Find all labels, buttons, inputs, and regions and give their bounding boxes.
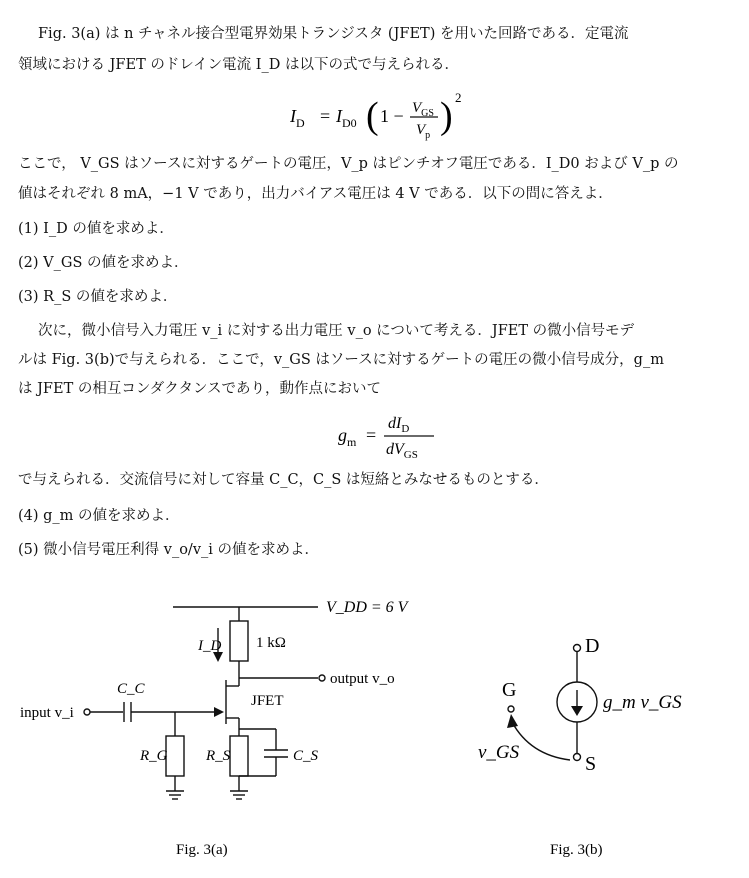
eq1-one-minus: 1 − xyxy=(380,106,404,126)
r1-label: 1 kΩ xyxy=(256,635,286,651)
small-signal-line-3: は JFET の相互コンダクタンスであり，動作点において xyxy=(18,381,382,397)
eq1-den: V xyxy=(416,122,426,138)
eq1-num-sub: GS xyxy=(421,108,434,119)
cc-label: C_C xyxy=(117,681,145,697)
desc-line-1: ここで， V_GS はソースに対するゲートの電圧，V_p はピンチオフ電圧である．I_D0 および V_p の xyxy=(18,156,679,172)
eq1-equals: = xyxy=(320,106,331,126)
svg-text:ID xyxy=(290,106,305,130)
eq1-num: V xyxy=(412,100,422,116)
figure-3a-circuit xyxy=(0,590,460,878)
eq2-den: dV xyxy=(386,441,404,458)
fig-3a-caption: Fig. 3(a) xyxy=(176,842,228,858)
eq1-rhs: I xyxy=(336,106,342,126)
desc-line-2: 値はそれぞれ 8 mA，−1 V であり，出力バイアス電圧は 4 V である．以下の問に答えよ． xyxy=(18,186,613,202)
vdd-label: V_DD = 6 V xyxy=(326,599,408,616)
fig-3b-caption: Fig. 3(b) xyxy=(550,842,603,858)
eq2-den-sub: GS xyxy=(403,449,418,461)
small-signal-line-2: ルは Fig. 3(b)で与えられる．ここで，v_GS はソースに対するゲートの電圧の微小信号成分，g_m xyxy=(18,352,664,368)
id-label: I_D xyxy=(198,638,222,654)
question-5: (5) 微小信号電圧利得 v_o/v_i の値を求めよ． xyxy=(18,542,320,558)
svg-text:gm xyxy=(338,425,357,449)
svg-text:dID xyxy=(388,415,409,435)
rg-label: R_G xyxy=(140,748,168,764)
output-label: output v_o xyxy=(330,671,395,687)
intro-line-2: 領域における JFET のドレイン電流 I_D は以下の式で与えられる． xyxy=(18,57,459,73)
svg-text:Vp xyxy=(416,122,430,141)
equation-transconductance xyxy=(338,408,448,464)
question-3: (3) R_S の値を求めよ． xyxy=(18,289,178,305)
eq2-num-sub: D xyxy=(401,423,410,435)
small-signal-line-1: 次に，微小信号入力電圧 v_i に対する出力電圧 v_o について考える．JFET の微小信号モデ xyxy=(38,323,635,339)
figure-3b-model xyxy=(460,590,749,878)
eq2-equals: = xyxy=(366,425,377,445)
svg-text:dVGS xyxy=(386,441,418,461)
after-eq2: で与えられる．交流信号に対して容量 C_C，C_S は短絡とみなせるものとする． xyxy=(18,472,549,488)
question-4: (4) g_m の値を求めよ． xyxy=(18,508,180,524)
question-1: (1) I_D の値を求めよ． xyxy=(18,221,174,237)
cs-label: C_S xyxy=(293,748,319,764)
node-d-label: D xyxy=(585,635,600,657)
svg-text:ID0 xyxy=(335,106,357,130)
svg-text:VGS xyxy=(412,100,434,119)
jfet-label: JFET xyxy=(251,693,284,709)
svg-text:): ) xyxy=(440,95,453,137)
eq1-rhs-sub: D0 xyxy=(342,116,357,130)
rs-label: R_S xyxy=(206,748,231,764)
node-s-label: S xyxy=(585,753,597,775)
source-label: g_m v_GS xyxy=(603,692,682,713)
eq2-num: dI xyxy=(388,415,402,432)
eq1-lhs-sub: D xyxy=(296,116,305,130)
question-2: (2) V_GS の値を求めよ． xyxy=(18,255,189,271)
eq1-exponent: 2 xyxy=(455,90,462,105)
eq1-lhs: I xyxy=(290,106,296,126)
vgs-label: v_GS xyxy=(478,742,520,763)
eq2-lhs: g xyxy=(338,425,347,445)
intro-line-1: Fig. 3(a) は n チャネル接合型電界効果トランジスタ (JFET) を用いた回路である．定電流 xyxy=(38,26,629,42)
equation-drain-current xyxy=(290,86,470,148)
input-label: input v_i xyxy=(20,705,74,721)
node-g-label: G xyxy=(502,679,517,701)
eq1-den-sub: p xyxy=(425,130,431,141)
eq2-lhs-sub: m xyxy=(347,435,357,449)
svg-text:(: ( xyxy=(366,95,379,137)
